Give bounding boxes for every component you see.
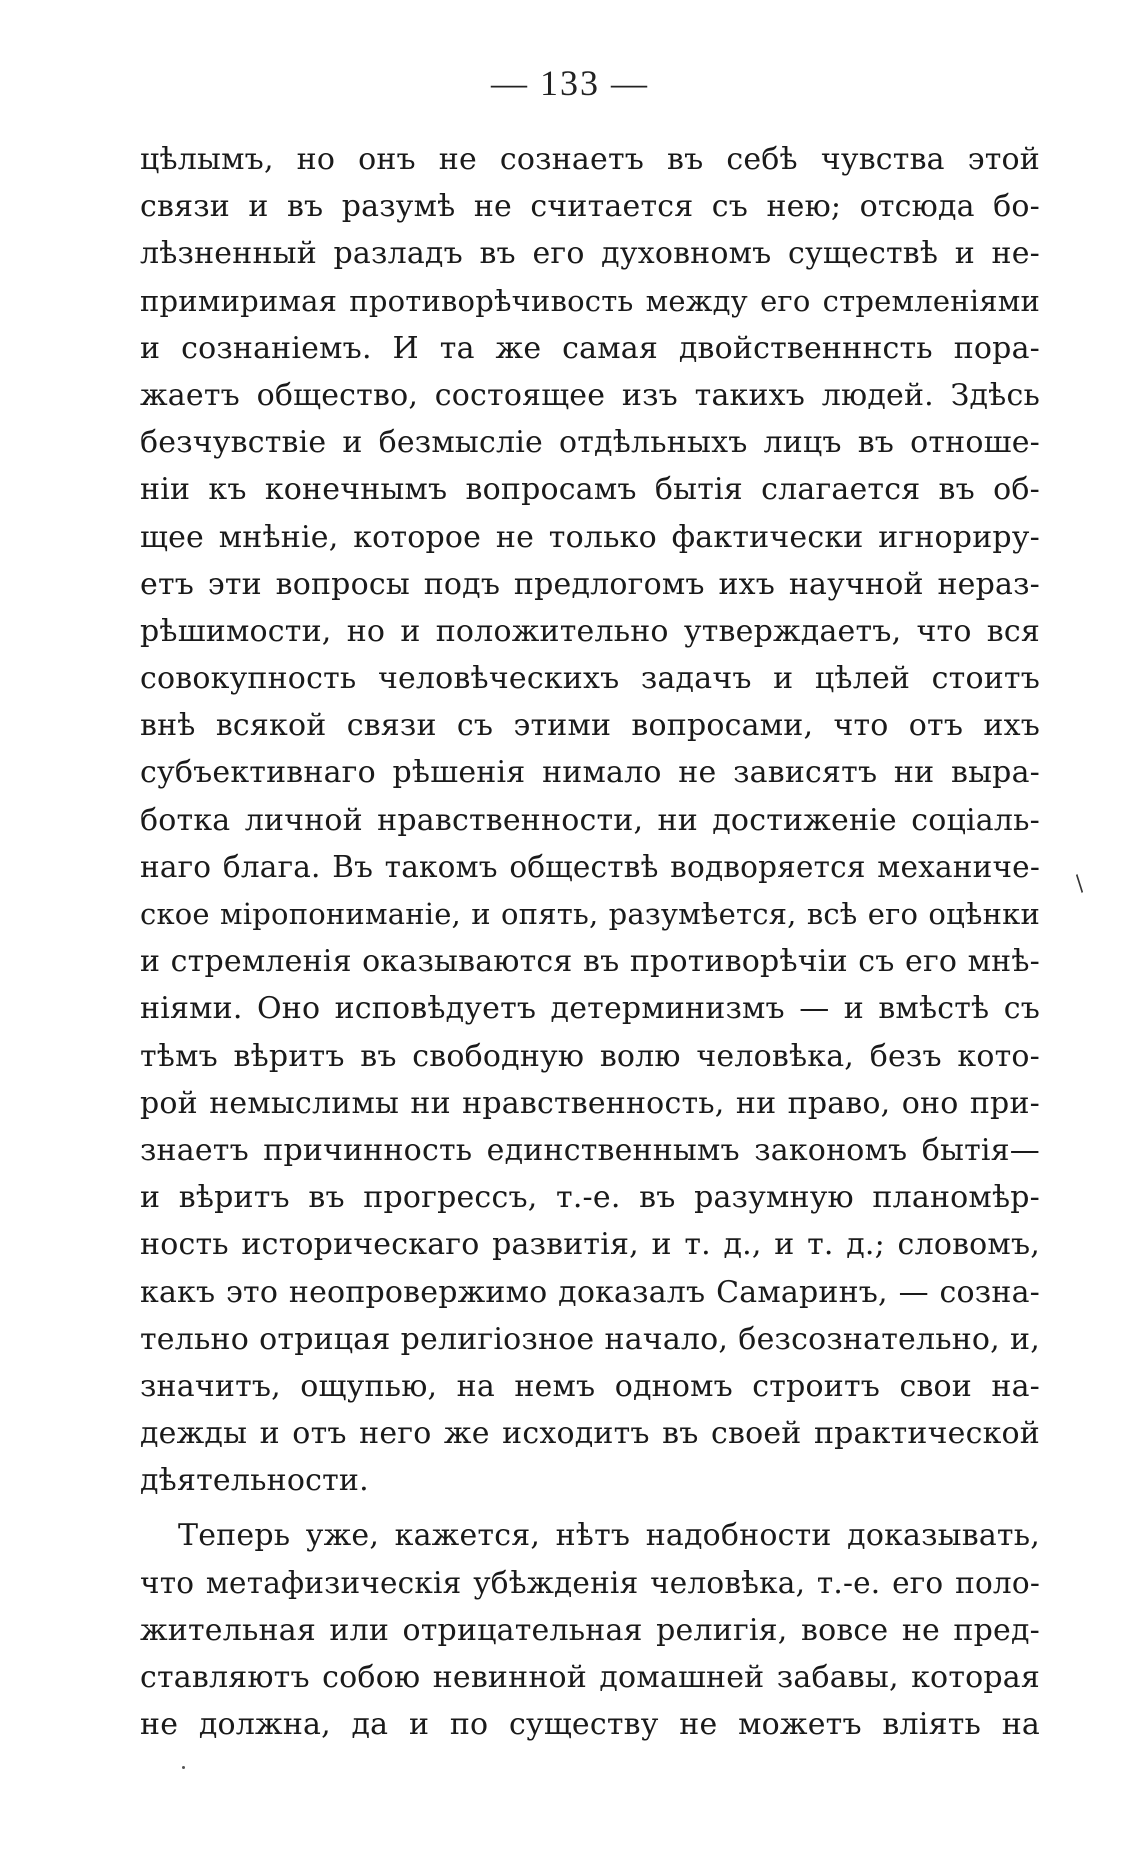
text-line: рѣшимости, но и положительно утверждаетъ, что вся	[140, 613, 1040, 649]
page-number: — 133 —	[491, 63, 649, 103]
paragraph-gap	[140, 1504, 1040, 1512]
text-line: безчувствіе и безмысліе отдѣльныхъ лицъ въ отноше-	[140, 425, 1040, 461]
text-line: совокупность человѣческихъ задачъ и цѣлей стоитъ	[140, 661, 1040, 697]
text-line: етъ эти вопросы подъ предлогомъ ихъ научной нераз-	[140, 566, 1040, 602]
text-line: щее мнѣніе, которое не только фактически игнориру-	[140, 519, 1040, 555]
text-line: субъективнаго рѣшенія нимало не зависятъ ни выра-	[140, 755, 1040, 791]
text-line: ніи къ конечнымъ вопросамъ бытія слагается въ об-	[140, 472, 1040, 508]
text-line: какъ это неопровержимо доказалъ Самаринъ, — созна-	[140, 1274, 1040, 1310]
text-line: дѣятельности.	[140, 1463, 369, 1499]
text-line: жаетъ общество, состоящее изъ такихъ людей. Здѣсь	[140, 377, 1040, 413]
text-line: знаетъ причинность единственнымъ закономъ бытія—	[140, 1132, 1040, 1168]
text-line: ботка личной нравственности, ни достиженіе соціаль-	[140, 802, 1040, 838]
paper-speck	[182, 1766, 185, 1769]
text-line: ніями. Оно исповѣдуетъ детерминизмъ — и вмѣстѣ съ	[140, 991, 1040, 1027]
margin-pencil-mark: /	[1069, 871, 1091, 897]
text-line: Теперь уже, кажется, нѣтъ надобности доказывать,	[178, 1518, 1040, 1554]
text-line: ское міропониманіе, и опять, разумѣется, всѣ его оцѣнки	[140, 897, 1040, 931]
text-line: рой немыслимы ни нравственность, ни право, оно при-	[140, 1085, 1040, 1121]
text-line: не должна, да и по существу не можетъ влiять на	[140, 1707, 1040, 1743]
text-line: и вѣритъ въ прогрессъ, т.-е. въ разумную планомѣр-	[140, 1180, 1040, 1216]
paragraph	[140, 1512, 1040, 1748]
paragraph	[140, 136, 1040, 1504]
text-line: связи и въ разумѣ не считается съ нею; отсюда бо-	[140, 189, 1040, 225]
text-line: примиримая противорѣчивость между его стремленіями	[140, 283, 1040, 318]
text-line: и сознаніемъ. И та же самая двойственннсть пора-	[140, 330, 1040, 366]
text-line: значитъ, ощупью, на немъ одномъ строитъ свои на-	[140, 1368, 1040, 1404]
text-line: тѣмъ вѣритъ въ свободную волю человѣка, безъ кото-	[140, 1038, 1040, 1074]
text-line: дежды и отъ него же исходитъ въ своей практической	[140, 1416, 1040, 1452]
text-line: ставляютъ собою невинной домашней забавы, которая	[140, 1660, 1040, 1695]
text-line: тельно отрицая религіозное начало, безсознательно, и,	[140, 1321, 1040, 1357]
text-line: жительная или отрицательная религія, вовсе не пред-	[140, 1612, 1040, 1648]
text-line: цѣлымъ, но онъ не сознаетъ въ себѣ чувства этой	[140, 142, 1040, 177]
text-line: что метафизическія убѣжденія человѣка, т.-е. его поло-	[140, 1565, 1040, 1600]
body-text	[140, 136, 1040, 1748]
text-line: ность историческаго развитія, и т. д., и т. д.; словомъ,	[140, 1227, 1040, 1263]
text-line: наго блага. Въ такомъ обществѣ водворяется механиче-	[140, 849, 1040, 884]
text-line: внѣ всякой связи съ этими вопросами, что отъ ихъ	[140, 708, 1040, 744]
text-line: лѣзненный разладъ въ его духовномъ существѣ и не-	[140, 236, 1040, 272]
text-line: и стремленія оказываются въ противорѣчіи съ его мнѣ-	[140, 944, 1040, 980]
